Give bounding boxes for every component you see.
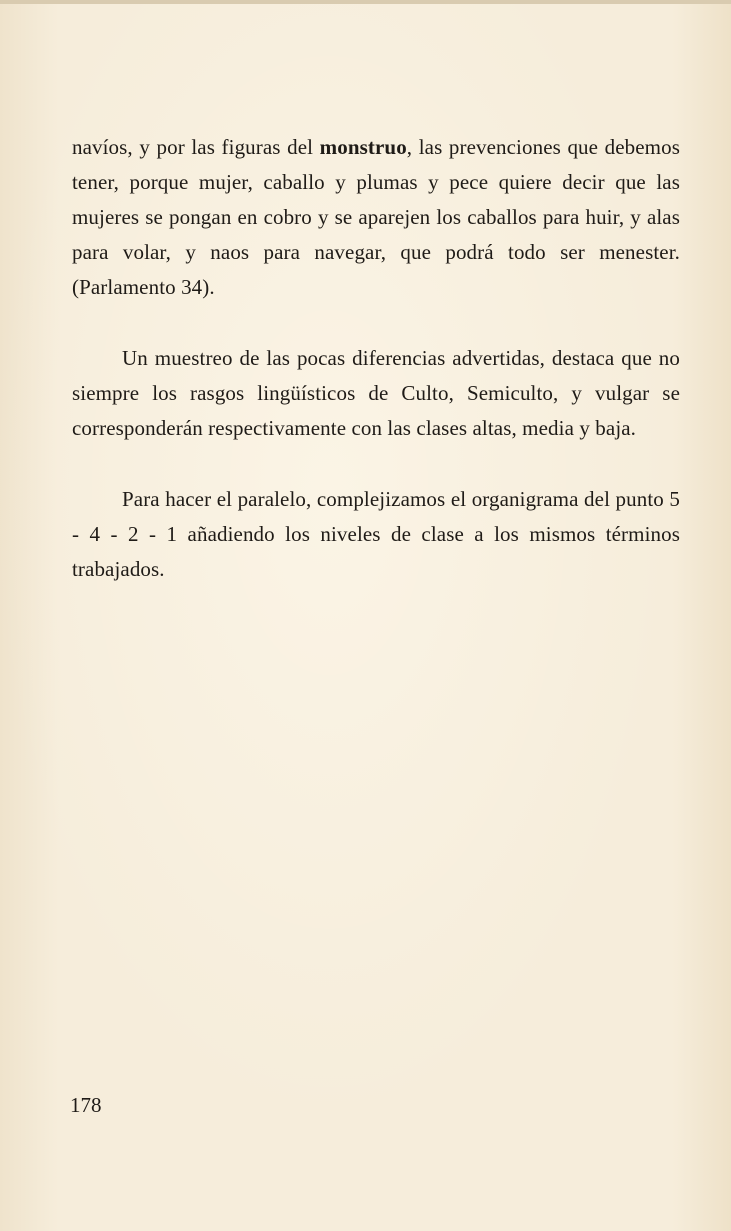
paragraph-muestreo: Un muestreo de las pocas diferencias advertidas, destaca que no siempre los rasgos lingüísticos de Culto, Semiculto, y vulgar se corresponderán respectivamente con las clases altas, media y baja. [72, 346, 680, 440]
page-top-edge [0, 0, 731, 4]
page-number: 178 [70, 1093, 102, 1117]
paragraph-1-lead: navíos, y por las figuras del [72, 135, 320, 159]
paragraph-paralelo: Para hacer el paralelo, complejizamos el organigrama del punto 5 - 4 - 2 - 1 añadiendo los niveles de clase a los mismos términos trabajados. [72, 487, 680, 581]
paragraph-1-tail: , las prevenciones que debemos tener, porque mujer, caballo y plumas y pece quiere decir que las mujeres se pongan en cobro y se aparejen los caballos para huir, y alas para volar, y naos para navegar, que podrá todo ser menester. (Parlamento 34). [72, 135, 680, 299]
paragraph-gap [72, 446, 680, 482]
paragraph-gap [72, 305, 680, 341]
paragraph-quote-continuation [72, 130, 680, 305]
body-text [72, 130, 680, 587]
paragraph-1-bold-term: monstruo [319, 135, 407, 159]
